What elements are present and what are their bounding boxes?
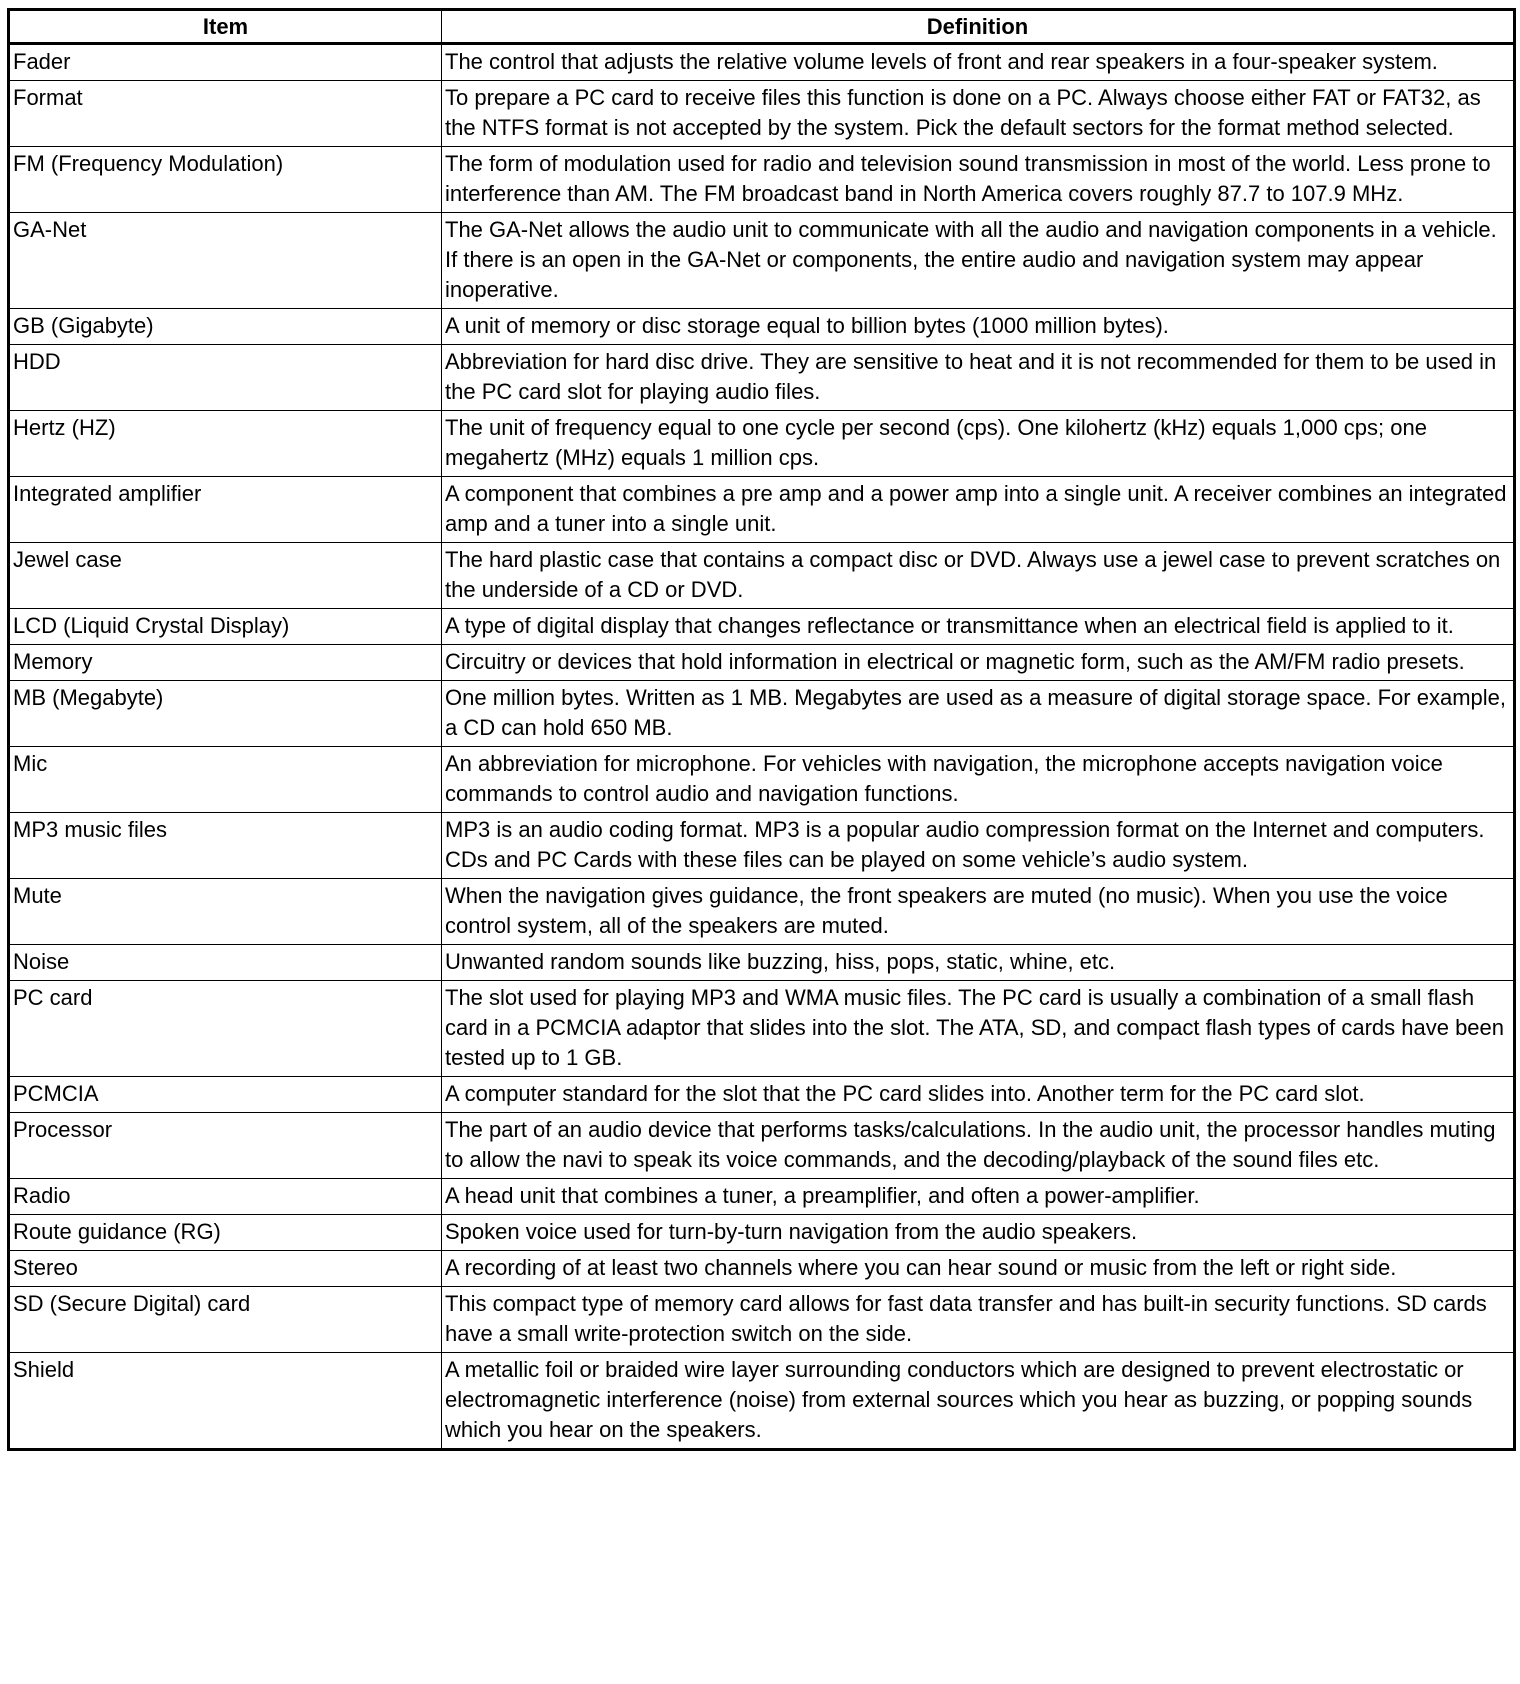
item-cell: Format — [9, 81, 442, 147]
definition-cell: One million bytes. Written as 1 MB. Megabytes are used as a measure of digital storage space. For example, a CD can hold 650 MB. — [442, 681, 1515, 747]
item-cell: SD (Secure Digital) card — [9, 1287, 442, 1353]
definition-cell: The slot used for playing MP3 and WMA music files. The PC card is usually a combination of a small flash card in a PCMCIA adaptor that slides into the slot. The ATA, SD, and compact flash types of cards have been tested up to 1 GB. — [442, 981, 1515, 1077]
table-row — [9, 1251, 1515, 1287]
definition-cell: The unit of frequency equal to one cycle per second (cps). One kilohertz (kHz) equals 1,000 cps; one megahertz (MHz) equals 1 million cps. — [442, 411, 1515, 477]
definition-cell: A recording of at least two channels where you can hear sound or music from the left or right side. — [442, 1251, 1515, 1287]
item-cell: Shield — [9, 1353, 442, 1450]
definition-cell: A unit of memory or disc storage equal to billion bytes (1000 million bytes). — [442, 309, 1515, 345]
table-row — [9, 147, 1515, 213]
table-row — [9, 813, 1515, 879]
definition-cell: The form of modulation used for radio and television sound transmission in most of the world. Less prone to interference than AM. The FM broadcast band in North America covers roughly 87.7 to 107.9 MHz. — [442, 147, 1515, 213]
item-cell: Noise — [9, 945, 442, 981]
item-cell: Route guidance (RG) — [9, 1215, 442, 1251]
table-row — [9, 477, 1515, 543]
definition-cell: The hard plastic case that contains a compact disc or DVD. Always use a jewel case to prevent scratches on the underside of a CD or DVD. — [442, 543, 1515, 609]
table-row — [9, 345, 1515, 411]
definition-cell: Abbreviation for hard disc drive. They are sensitive to heat and it is not recommended for them to be used in the PC card slot for playing audio files. — [442, 345, 1515, 411]
definition-cell: A type of digital display that changes reflectance or transmittance when an electrical field is applied to it. — [442, 609, 1515, 645]
table-header — [9, 10, 1515, 44]
table-row — [9, 609, 1515, 645]
item-cell: PCMCIA — [9, 1077, 442, 1113]
item-cell: FM (Frequency Modulation) — [9, 147, 442, 213]
item-cell: Processor — [9, 1113, 442, 1179]
definition-cell: A head unit that combines a tuner, a preamplifier, and often a power-amplifier. — [442, 1179, 1515, 1215]
definition-cell: Unwanted random sounds like buzzing, hiss, pops, static, whine, etc. — [442, 945, 1515, 981]
item-cell: MB (Megabyte) — [9, 681, 442, 747]
table-body — [9, 44, 1515, 1450]
item-cell: HDD — [9, 345, 442, 411]
item-cell: MP3 music files — [9, 813, 442, 879]
glossary-table — [7, 8, 1516, 1451]
table-row — [9, 1287, 1515, 1353]
item-cell: LCD (Liquid Crystal Display) — [9, 609, 442, 645]
table-row — [9, 411, 1515, 477]
column-header-item: Item — [9, 10, 442, 44]
table-row — [9, 1113, 1515, 1179]
item-cell: Mute — [9, 879, 442, 945]
table-row — [9, 1077, 1515, 1113]
definition-cell: Spoken voice used for turn-by-turn navigation from the audio speakers. — [442, 1215, 1515, 1251]
item-cell: GA-Net — [9, 213, 442, 309]
item-cell: Mic — [9, 747, 442, 813]
column-header-definition: Definition — [442, 10, 1515, 44]
definition-cell: The control that adjusts the relative volume levels of front and rear speakers in a four-speaker system. — [442, 44, 1515, 81]
table-row — [9, 309, 1515, 345]
item-cell: Memory — [9, 645, 442, 681]
definition-cell: To prepare a PC card to receive files this function is done on a PC. Always choose either FAT or FAT32, as the NTFS format is not accepted by the system. Pick the default sectors for the format method selected. — [442, 81, 1515, 147]
item-cell: Stereo — [9, 1251, 442, 1287]
definition-cell: A computer standard for the slot that the PC card slides into. Another term for the PC card slot. — [442, 1077, 1515, 1113]
table-row — [9, 747, 1515, 813]
item-cell: Fader — [9, 44, 442, 81]
table-row — [9, 879, 1515, 945]
item-cell: GB (Gigabyte) — [9, 309, 442, 345]
table-row — [9, 681, 1515, 747]
definition-cell: A metallic foil or braided wire layer surrounding conductors which are designed to prevent electrostatic or electromagnetic interference (noise) from external sources which you hear as buzzing, or popping sounds which you hear on the speakers. — [442, 1353, 1515, 1450]
table-row — [9, 213, 1515, 309]
table-row — [9, 1353, 1515, 1450]
definition-cell: The GA-Net allows the audio unit to communicate with all the audio and navigation components in a vehicle. If there is an open in the GA-Net or components, the entire audio and navigation system may appear inoperative. — [442, 213, 1515, 309]
definition-cell: A component that combines a pre amp and a power amp into a single unit. A receiver combines an integrated amp and a tuner into a single unit. — [442, 477, 1515, 543]
table-row — [9, 945, 1515, 981]
item-cell: Jewel case — [9, 543, 442, 609]
table-row — [9, 543, 1515, 609]
item-cell: Hertz (HZ) — [9, 411, 442, 477]
definition-cell: When the navigation gives guidance, the front speakers are muted (no music). When you use the voice control system, all of the speakers are muted. — [442, 879, 1515, 945]
definition-cell: The part of an audio device that performs tasks/calculations. In the audio unit, the processor handles muting to allow the navi to speak its voice commands, and the decoding/playback of the sound files etc. — [442, 1113, 1515, 1179]
item-cell: Integrated amplifier — [9, 477, 442, 543]
table-row — [9, 1215, 1515, 1251]
definition-cell: MP3 is an audio coding format. MP3 is a popular audio compression format on the Internet and computers. CDs and PC Cards with these files can be played on some vehicle’s audio system. — [442, 813, 1515, 879]
table-row — [9, 81, 1515, 147]
item-cell: PC card — [9, 981, 442, 1077]
table-row — [9, 981, 1515, 1077]
definition-cell: Circuitry or devices that hold information in electrical or magnetic form, such as the AM/FM radio presets. — [442, 645, 1515, 681]
definition-cell: An abbreviation for microphone. For vehicles with navigation, the microphone accepts navigation voice commands to control audio and navigation functions. — [442, 747, 1515, 813]
table-row — [9, 44, 1515, 81]
table-row — [9, 1179, 1515, 1215]
header-row — [9, 10, 1515, 44]
item-cell: Radio — [9, 1179, 442, 1215]
definition-cell: This compact type of memory card allows for fast data transfer and has built-in security functions. SD cards have a small write-protection switch on the side. — [442, 1287, 1515, 1353]
table-row — [9, 645, 1515, 681]
